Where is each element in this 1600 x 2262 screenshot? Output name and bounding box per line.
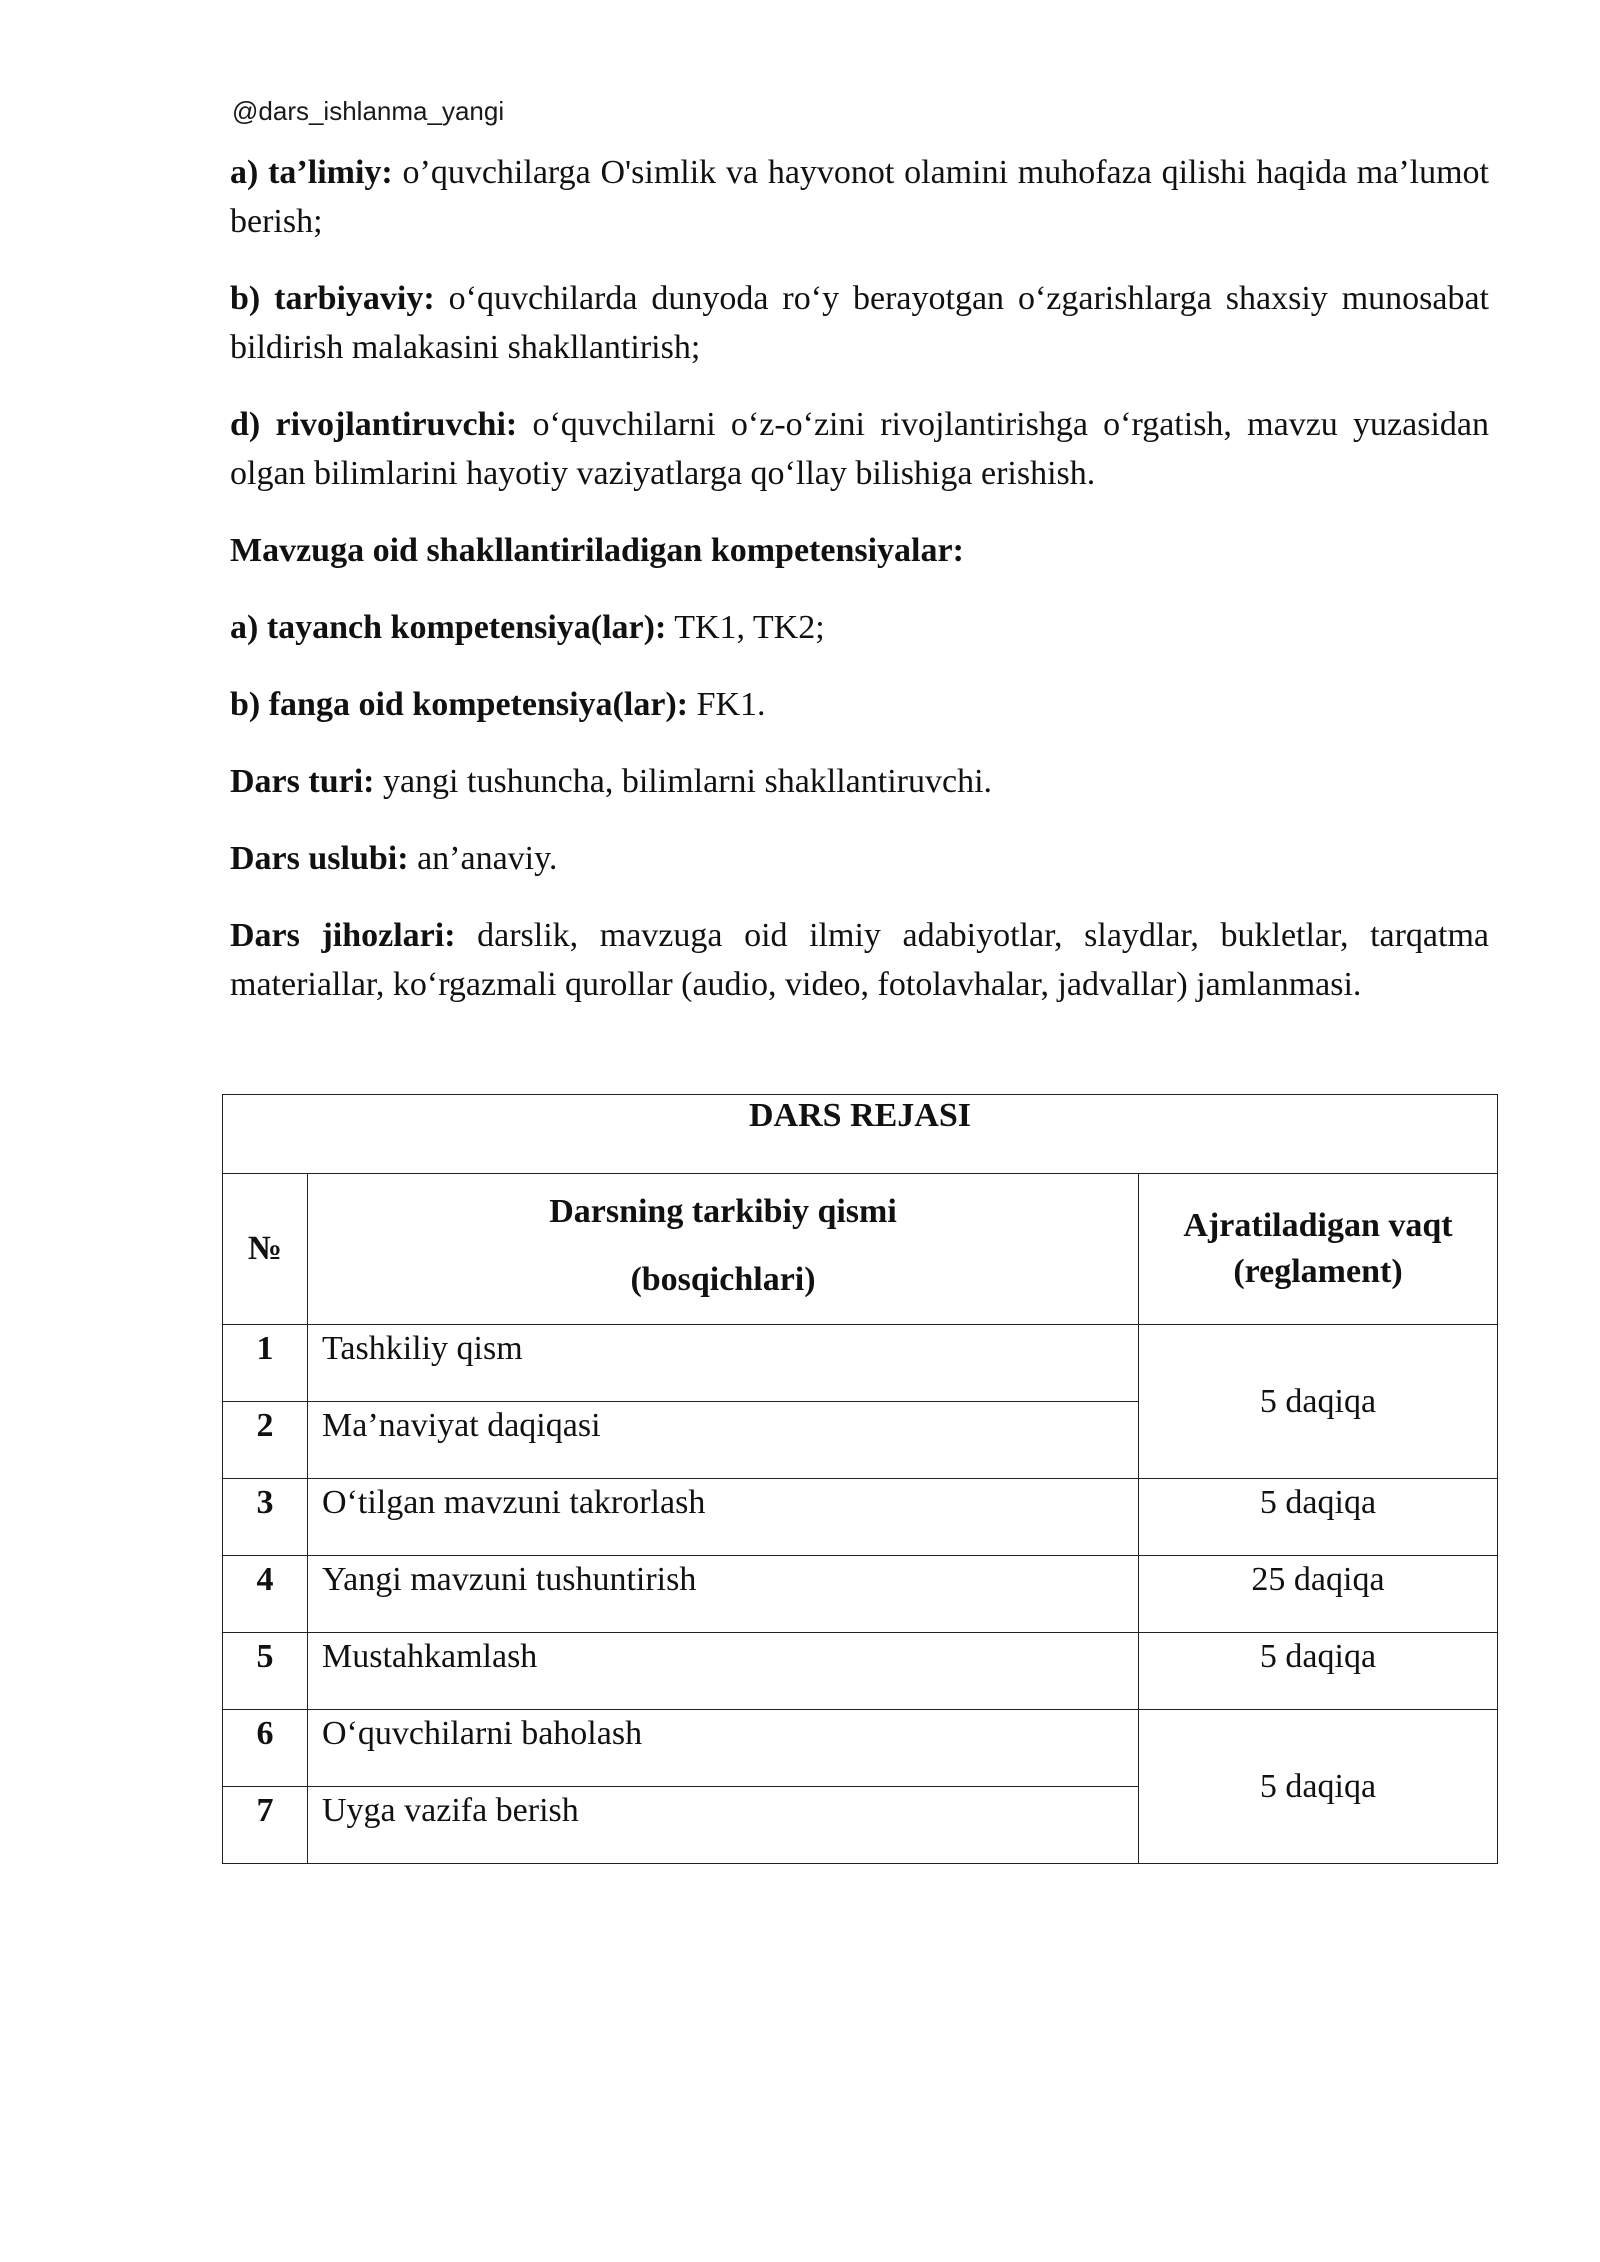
competency-core <box>230 603 1489 652</box>
lesson-equipment <box>230 911 1489 1009</box>
goal-developmental-label: d) rivojlantiruvchi: <box>230 406 518 443</box>
goal-developmental <box>230 400 1489 498</box>
table-row <box>223 1633 1498 1710</box>
goal-educational <box>230 148 1489 246</box>
table-row <box>223 1710 1498 1787</box>
row-stage: Ma’naviyat daqiqasi <box>308 1402 1139 1479</box>
table-row <box>223 1325 1498 1402</box>
column-header-number: № <box>223 1174 308 1325</box>
table-row <box>223 1556 1498 1633</box>
watermark: @dars_ishlanma_yangi <box>232 96 505 126</box>
competency-subject-label: b) fanga oid kompetensiya(lar): <box>230 686 689 723</box>
row-number: 4 <box>223 1556 308 1633</box>
row-number: 7 <box>223 1787 308 1864</box>
row-stage: O‘tilgan mavzuni takrorlash <box>308 1479 1139 1556</box>
column-header-time-line1: Ajratiladigan vaqt <box>1183 1207 1453 1244</box>
row-number: 6 <box>223 1710 308 1787</box>
row-time: 25 daqiqa <box>1139 1556 1498 1633</box>
competencies-heading <box>230 526 1489 575</box>
goal-upbringing-text: o‘quvchilarda dunyoda ro‘y berayotgan o‘zgarishlarga shaxsiy munosabat bildirish malakasini shakllantirish; <box>230 280 1490 366</box>
competency-subject <box>230 680 1489 729</box>
row-time: 5 daqiqa <box>1139 1325 1498 1479</box>
document-body <box>230 148 1489 1037</box>
row-stage: Yangi mavzuni tushuntirish <box>308 1556 1139 1633</box>
competency-subject-text: FK1. <box>696 686 766 723</box>
row-number: 3 <box>223 1479 308 1556</box>
row-stage: Uyga vazifa berish <box>308 1787 1139 1864</box>
row-number: 1 <box>223 1325 308 1402</box>
competency-core-text: TK1, TK2; <box>674 609 825 646</box>
goal-educational-label: a) ta’limiy: <box>230 154 393 191</box>
column-header-stage-line1: Darsning tarkibiy qismi <box>549 1193 897 1230</box>
row-time: 5 daqiqa <box>1139 1710 1498 1864</box>
table-header-row <box>223 1174 1498 1325</box>
lesson-plan-table <box>222 1094 1498 1864</box>
lesson-equipment-label: Dars jihozlari: <box>230 917 456 954</box>
row-time: 5 daqiqa <box>1139 1479 1498 1556</box>
row-time: 5 daqiqa <box>1139 1633 1498 1710</box>
row-stage: Mustahkamlash <box>308 1633 1139 1710</box>
row-stage: O‘quvchilarni baholash <box>308 1710 1139 1787</box>
lesson-method-label: Dars uslubi: <box>230 840 409 877</box>
goal-educational-text: o’quvchilarga O'simlik va hayvonot olamini muhofaza qilishi haqida ma’lumot berish; <box>230 154 1490 240</box>
column-header-stage <box>308 1174 1139 1325</box>
lesson-type-text: yangi tushuncha, bilimlarni shakllantiruvchi. <box>382 763 993 800</box>
goal-upbringing <box>230 274 1489 372</box>
lesson-equipment-text: darslik, mavzuga oid ilmiy adabiyotlar, slaydlar, bukletlar, tarqatma materiallar, ko‘rgazmali qurollar (audio, video, fotolavhalar, jadvallar) jamlanmasi. <box>230 917 1490 1003</box>
lesson-method <box>230 834 1489 883</box>
table-title: DARS REJASI <box>223 1095 1498 1174</box>
lesson-method-text: an’anaviy. <box>417 840 558 877</box>
goal-developmental-text: o‘quvchilarni o‘z-o‘zini rivojlantirishga o‘rgatish, mavzu yuzasidan olgan bilimlarini hayotiy vaziyatlarga qo‘llay bilishiga erishish. <box>230 406 1489 492</box>
row-number: 2 <box>223 1402 308 1479</box>
competency-core-label: a) tayanch kompetensiya(lar): <box>230 609 667 646</box>
lesson-type-label: Dars turi: <box>230 763 375 800</box>
row-stage: Tashkiliy qism <box>308 1325 1139 1402</box>
competencies-heading-text: Mavzuga oid shakllantiriladigan kompetensiyalar: <box>230 532 964 569</box>
column-header-stage-line2: (bosqichlari) <box>630 1261 816 1298</box>
column-header-time <box>1139 1174 1498 1325</box>
goal-upbringing-label: b) tarbiyaviy: <box>230 280 435 317</box>
lesson-type <box>230 757 1489 806</box>
column-header-time-line2: (reglament) <box>1233 1253 1403 1290</box>
table-row <box>223 1479 1498 1556</box>
row-number: 5 <box>223 1633 308 1710</box>
